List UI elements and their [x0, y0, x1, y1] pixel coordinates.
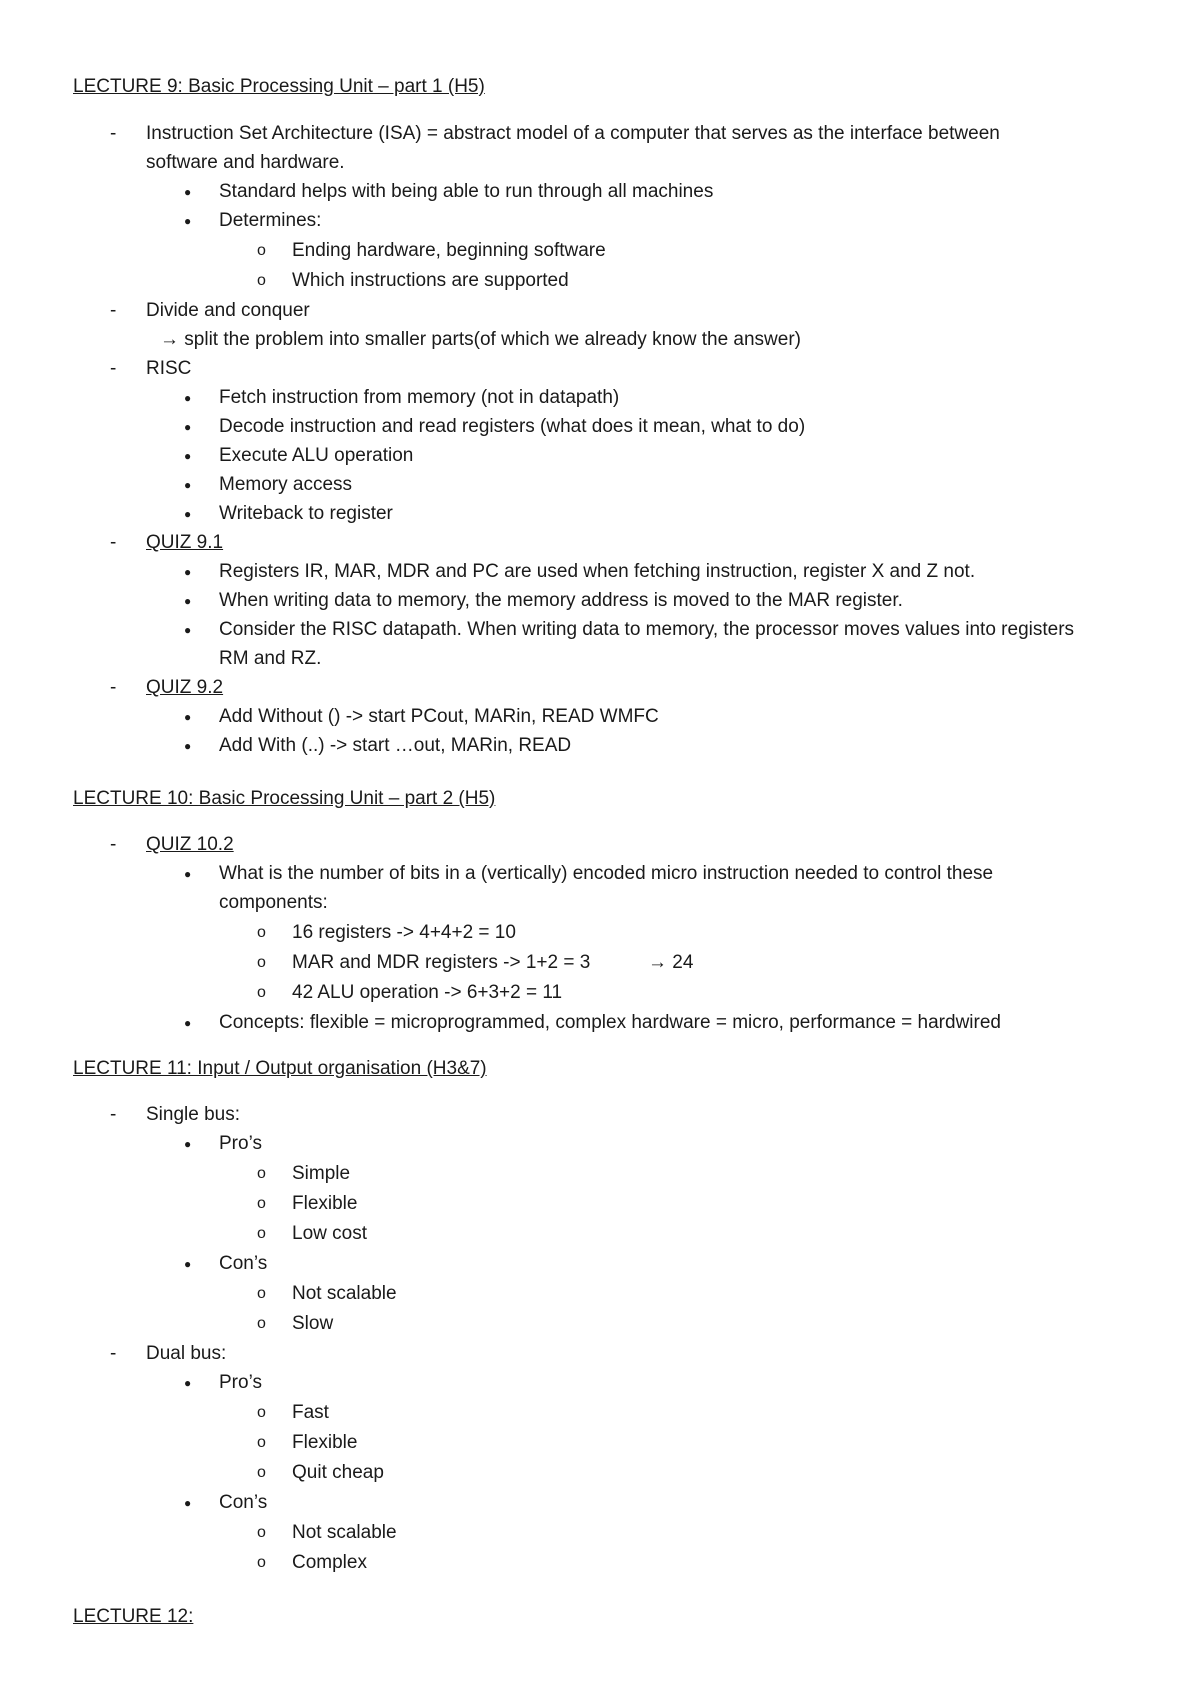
list-item: Pro’s: [219, 1133, 262, 1154]
list-item: Slow: [292, 1313, 334, 1334]
circle-marker: o: [257, 272, 266, 289]
list-item: Not scalable: [292, 1522, 397, 1543]
dash-marker: -: [110, 358, 117, 379]
bullet-marker: ●: [184, 1496, 192, 1510]
list-item: Memory access: [219, 474, 353, 495]
circle-marker: o: [257, 1315, 266, 1332]
list-item: When writing data to memory, the memory address is moved to the MAR register.: [219, 590, 903, 611]
circle-marker: o: [257, 1285, 266, 1302]
bullet-marker: ●: [184, 391, 192, 405]
list-item: Add Without () -> start PCout, MARin, READ WMFC: [219, 706, 659, 727]
circle-marker: o: [257, 924, 266, 941]
list-item: Add With (..) -> start …out, MARin, READ: [219, 735, 572, 756]
list-item: Determines:: [219, 210, 322, 231]
circle-marker: o: [257, 1165, 266, 1182]
list-item: Simple: [292, 1163, 351, 1184]
bullet-marker: ●: [184, 1137, 192, 1151]
bullet-marker: ●: [184, 214, 192, 228]
bullet-marker: ●: [184, 867, 192, 881]
list-item: Writeback to register: [219, 503, 393, 524]
bullet-marker: ●: [184, 1257, 192, 1271]
dash-marker: -: [110, 1104, 117, 1125]
bullet-marker: ●: [184, 1376, 192, 1390]
circle-marker: o: [257, 984, 266, 1001]
total-bits-note: → 24: [648, 952, 694, 973]
bullet-marker: ●: [184, 478, 192, 492]
dash-marker: -: [110, 1343, 117, 1364]
isa-item-cont: software and hardware.: [146, 152, 345, 173]
bullet-marker: ●: [184, 739, 192, 753]
arrow-note: → split the problem into smaller parts(of which we already know the answer): [160, 329, 801, 350]
single-bus-item: Single bus:: [146, 1104, 241, 1125]
list-item-cont: RM and RZ.: [219, 648, 322, 669]
bullet-marker: ●: [184, 594, 192, 608]
list-item: Fast: [292, 1402, 329, 1423]
list-item: Consider the RISC datapath. When writing data to memory, the processor moves values into registers: [219, 619, 1075, 640]
quiz-10-2-heading: QUIZ 10.2: [146, 834, 234, 855]
circle-marker: o: [257, 954, 266, 971]
list-item: Standard helps with being able to run through all machines: [219, 181, 714, 202]
list-item: MAR and MDR registers -> 1+2 = 3: [292, 952, 591, 973]
list-item: Not scalable: [292, 1283, 397, 1304]
dash-marker: -: [110, 300, 117, 321]
bullet-marker: ●: [184, 507, 192, 521]
lecture-11-heading: LECTURE 11: Input / Output organisation (H3&7): [73, 1058, 487, 1079]
lecture-12-heading: LECTURE 12:: [73, 1606, 194, 1627]
circle-marker: o: [257, 1225, 266, 1242]
list-item: Which instructions are supported: [292, 270, 569, 291]
circle-marker: o: [257, 1195, 266, 1212]
quiz-9-1-heading: QUIZ 9.1: [146, 532, 224, 553]
list-item: 42 ALU operation -> 6+3+2 = 11: [292, 982, 563, 1003]
list-item: What is the number of bits in a (vertically) encoded micro instruction needed to control these: [219, 863, 994, 884]
circle-marker: o: [257, 1404, 266, 1421]
list-item: Flexible: [292, 1432, 358, 1453]
list-item: Concepts: flexible = microprogrammed, complex hardware = micro, performance = hardwired: [219, 1012, 1001, 1033]
circle-marker: o: [257, 1434, 266, 1451]
circle-marker: o: [257, 1554, 266, 1571]
list-item: Pro’s: [219, 1372, 262, 1393]
list-item: Low cost: [292, 1223, 367, 1244]
list-item: Decode instruction and read registers (what does it mean, what to do): [219, 416, 806, 437]
list-item: Execute ALU operation: [219, 445, 414, 466]
dual-bus-item: Dual bus:: [146, 1343, 227, 1364]
list-item: Ending hardware, beginning software: [292, 240, 606, 261]
dash-marker: -: [110, 532, 117, 553]
dash-marker: -: [110, 834, 117, 855]
quiz-9-2-heading: QUIZ 9.2: [146, 677, 224, 698]
list-item: Con’s: [219, 1253, 268, 1274]
circle-marker: o: [257, 242, 266, 259]
circle-marker: o: [257, 1524, 266, 1541]
lecture-9-heading: LECTURE 9: Basic Processing Unit – part 1 (H5): [73, 76, 485, 97]
risc-item: RISC: [146, 358, 192, 379]
list-item: Registers IR, MAR, MDR and PC are used when fetching instruction, register X and Z not.: [219, 561, 976, 582]
circle-marker: o: [257, 1464, 266, 1481]
dash-marker: -: [110, 123, 117, 144]
list-item: Complex: [292, 1552, 367, 1573]
list-item: 16 registers -> 4+4+2 = 10: [292, 922, 516, 943]
isa-item: Instruction Set Architecture (ISA) = abstract model of a computer that serves as the interface between: [146, 123, 1000, 144]
list-item: Fetch instruction from memory (not in datapath): [219, 387, 620, 408]
bullet-marker: ●: [184, 623, 192, 637]
bullet-marker: ●: [184, 710, 192, 724]
list-item: Con’s: [219, 1492, 268, 1513]
bullet-marker: ●: [184, 1016, 192, 1030]
bullet-marker: ●: [184, 565, 192, 579]
list-item-cont: components:: [219, 892, 328, 913]
bullet-marker: ●: [184, 420, 192, 434]
bullet-marker: ●: [184, 449, 192, 463]
lecture-10-heading: LECTURE 10: Basic Processing Unit – part 2 (H5): [73, 788, 496, 809]
dash-marker: -: [110, 677, 117, 698]
list-item: Quit cheap: [292, 1462, 384, 1483]
list-item: Flexible: [292, 1193, 358, 1214]
divide-conquer-item: Divide and conquer: [146, 300, 310, 321]
bullet-marker: ●: [184, 185, 192, 199]
